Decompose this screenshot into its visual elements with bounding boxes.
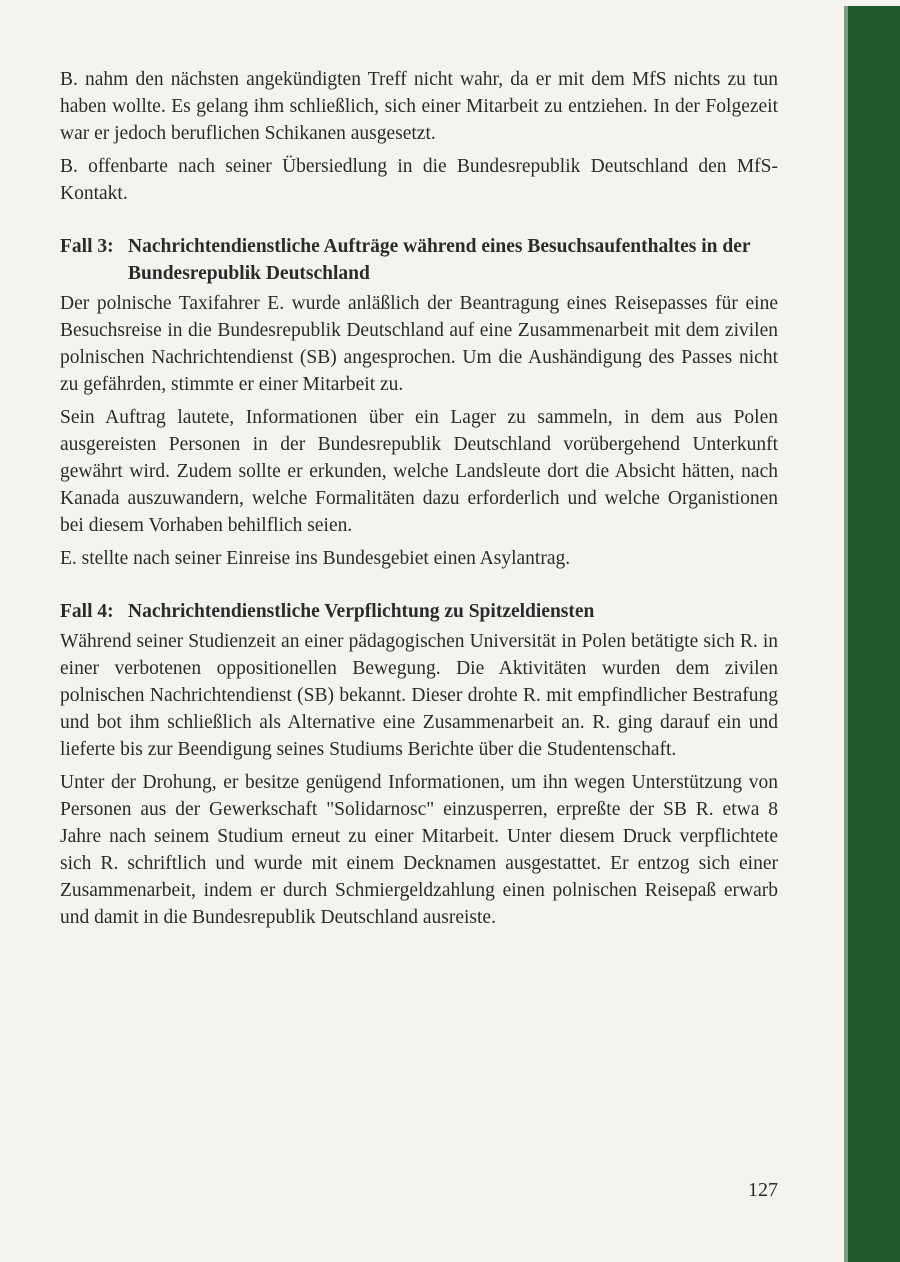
section-number: Fall 3: [60, 236, 114, 257]
paragraph: B. nahm den nächsten angekündigten Treff nicht wahr, da er mit dem MfS nichts zu tun haben wollte. Es gelang ihm schließlich, sich einer Mitarbeit zu entziehen. In der Folgezeit war er jedoch beruflichen Schikanen ausgesetzt. [60, 69, 778, 144]
paragraph: E. stellte nach seiner Einreise ins Bundesgebiet einen Asylantrag. [60, 548, 571, 569]
paragraph: Der polnische Taxifahrer E. wurde anläßlich der Beantragung eines Reisepasses für eine Besuchsreise in die Bundesrepublik Deutschland auf eine Zusammenarbeit mit dem zivilen polnischen Nachrichtendienst (SB) angesprochen. Um die Aushändigung des Passes nicht zu gefährden, stimmte er einer Mitarbeit zu. [60, 293, 778, 395]
section-heading [60, 233, 778, 287]
paragraph: Sein Auftrag lautete, Informationen über ein Lager zu sammeln, in dem aus Polen ausgereisten Personen in der Bundesrepublik Deutschland vorübergehend Unterkunft gewährt wird. Zudem sollte er erkunden, welche Landsleute dort die Absicht hätten, nach Kanada auszuwandern, welche Formalitäten dazu erforderlich und welche Organistionen bei diesem Vorhaben behilflich seien. [60, 407, 778, 536]
paragraph: Während seiner Studienzeit an einer pädagogischen Universität in Polen betätigte sich R. in einer verbotenen oppositionellen Bewegung. Die Aktivitäten wurden dem zivilen polnischen Nachrichtendienst (SB) bekannt. Dieser drohte R. mit empfindlicher Bestrafung und bot ihm schließlich als Alternative eine Zusammenarbeit an. R. ging darauf ein und lieferte bis zur Beendigung seines Studiums Berichte über die Studentenschaft. [60, 631, 778, 760]
section-fall-3 [60, 233, 778, 572]
section-title: Nachrichtendienstliche Verpflichtung zu Spitzeldiensten [128, 601, 595, 622]
page-content [60, 66, 778, 931]
paragraph: Unter der Drohung, er besitze genügend Informationen, um ihn wegen Unterstützung von Personen aus der Gewerkschaft "Solidarnosc" einzusperren, erpreßte der SB R. etwa 8 Jahre nach seinem Studium erneut zu einer Mitarbeit. Unter diesem Druck verpflichtete sich R. schriftlich und wurde mit einem Decknamen ausgestattet. Er entzog sich einer Zusammenarbeit, indem er durch Schmiergeldzahlung einen polnischen Reisepaß erwarb und damit in die Bundesrepublik Deutschland ausreiste. [60, 772, 778, 928]
paragraph: B. offenbarte nach seiner Übersiedlung in die Bundesrepublik Deutschland den MfS-Kontakt. [60, 156, 778, 204]
intro-block [60, 66, 778, 207]
section-title: Nachrichtendienstliche Aufträge während eines Besuchsaufenthaltes in der Bundesrepublik Deutschland [128, 236, 751, 284]
section-heading [60, 598, 778, 625]
section-fall-4 [60, 598, 778, 931]
section-body [60, 628, 778, 931]
green-page-edge [848, 6, 900, 1262]
section-body [60, 290, 778, 572]
section-number: Fall 4: [60, 601, 114, 622]
page-number: 127 [748, 1179, 778, 1201]
